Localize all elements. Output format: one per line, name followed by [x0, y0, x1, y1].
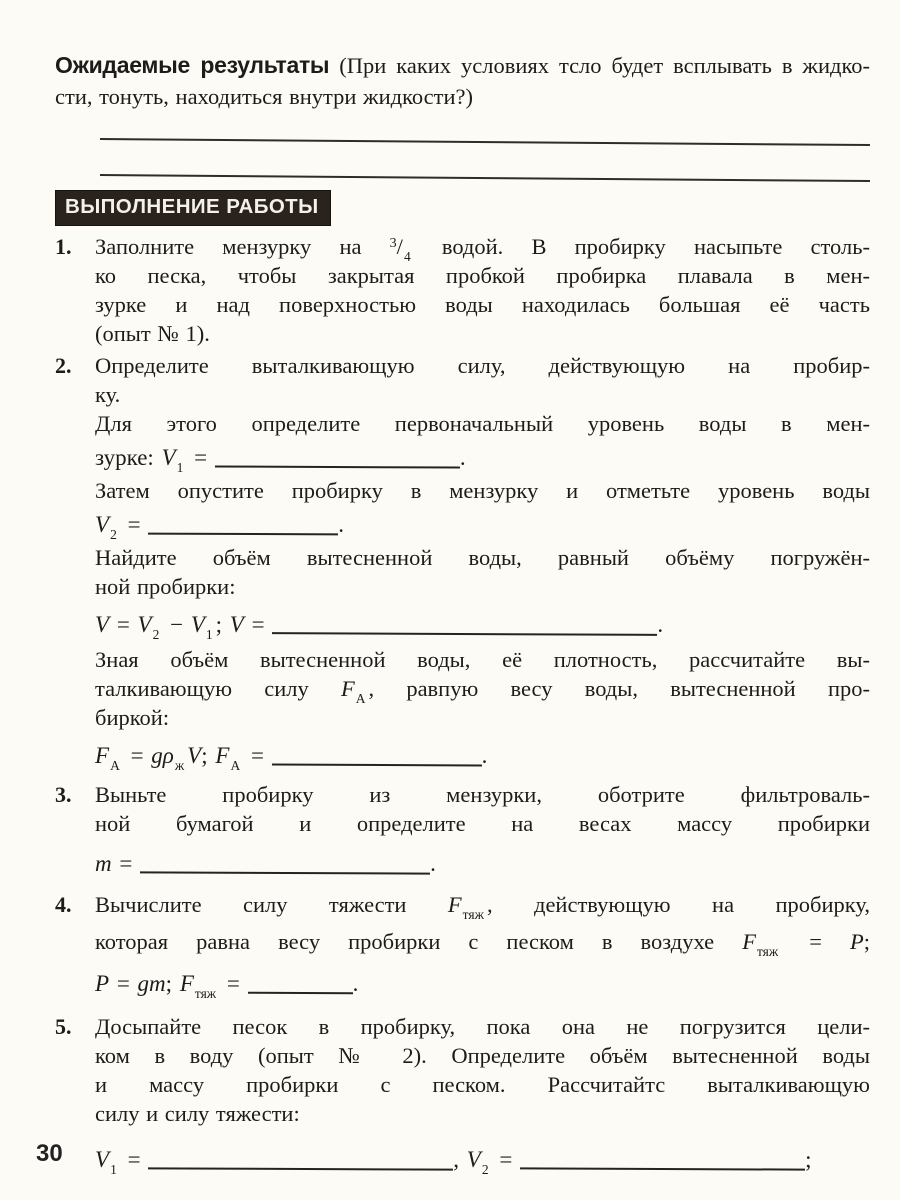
item2-line3: Для этого определите первоначальный уровень воды в мен-	[95, 411, 870, 436]
answer-blank	[272, 618, 657, 636]
var-F: F	[95, 743, 110, 768]
item2-line5: Найдите объём вытесненной воды, равный объёму погружён-	[95, 545, 870, 570]
formula-v1-v2: $V_1$ = , $V_2$ = ;	[95, 1147, 812, 1177]
item5-line3: и массу пробирки с песком. Рассчитайтс выталкивающую	[95, 1072, 870, 1097]
var-F: F	[179, 971, 194, 996]
answer-blank	[148, 1153, 453, 1170]
task-item-5	[55, 1012, 870, 1178]
formula-archimedes-force: $F_А = g\rho_ж$ V; $F_А$ = .	[95, 743, 488, 773]
var-P: P	[95, 971, 110, 996]
page-number: 30	[36, 1140, 63, 1167]
item2-line9: биркой:	[95, 705, 170, 730]
section-header-work-execution: ВЫПОЛНЕНИЕ РАБОТЫ	[55, 190, 331, 226]
formula-mass: m = .	[95, 851, 436, 876]
item2-line8: талкивающую силу $F_А$ , равпую весу воды, вытесненной про-	[95, 676, 870, 706]
fraction-numerator: 3	[389, 236, 397, 251]
item2-line6: ной пробирки:	[95, 574, 236, 599]
expected-results-heading-line2: сти, тонуть, находиться внутри жидкости?)	[55, 84, 474, 109]
minus-sign: −	[162, 612, 191, 637]
var-P: P	[849, 929, 864, 954]
task-item-2	[55, 351, 870, 776]
var-V: V	[229, 612, 244, 637]
answer-blank	[272, 750, 482, 767]
item3-line2: ной бумагой и определите на весах массу пробирки	[95, 811, 870, 836]
var-gm: gm	[137, 971, 166, 996]
expected-results-question-part1: (При каких условиях тсло будет всплывать в жидко-	[329, 53, 870, 78]
task-item-4	[55, 890, 870, 1004]
item2-line7: Зная объём вытесненной воды, её плотность, рассчитайте вы-	[95, 647, 870, 672]
item1-line3: зурке и над поверхностью воды находилась большая её часть	[95, 292, 870, 317]
var-F: F	[215, 743, 230, 768]
var-V: V	[466, 1147, 481, 1172]
formula-v2: $V_2$ = .	[95, 512, 345, 542]
var-m: m	[95, 851, 112, 876]
item1-line4: (опыт № 1).	[95, 321, 210, 346]
item2-line2: ку.	[95, 382, 121, 407]
item4-line1: Вычислите силу тяжести $F_{тяж}$ , действующую на пробирку,	[95, 892, 871, 922]
item5-line4: силу и силу тяжести:	[95, 1101, 300, 1126]
answer-line	[100, 174, 870, 182]
item5-line2: ком в воду (опыт № 2). Определите объём вытесненной воды	[95, 1043, 870, 1068]
var-V: V	[187, 743, 202, 768]
var-V: V	[95, 1147, 110, 1172]
item2-line1: Определите выталкивающую силу, действующую на пробир-	[95, 353, 870, 378]
formula-weight: P = gm; $F_{тяж}$ = .	[95, 971, 359, 1001]
var-F: F	[447, 892, 462, 917]
fraction-slash: /	[396, 234, 403, 259]
answer-line	[100, 138, 870, 146]
expected-results-title: Ожидаемые результаты	[55, 52, 330, 78]
item1-line1: Заполните мензурку на $^3/_4$ водой. В пробирку насыпьте столь-	[95, 234, 870, 264]
answer-blank	[248, 978, 353, 994]
item4-line2: которая равна весу пробирки с песком в воздухе $F_{тяж} = P$;	[95, 929, 870, 959]
item-number: 2.	[55, 353, 72, 378]
item-number: 1.	[55, 234, 72, 259]
var-rho: ρ	[162, 743, 174, 768]
var-F: F	[340, 676, 355, 701]
answer-blank	[148, 519, 338, 536]
var-F: F	[742, 929, 756, 954]
var-V: V	[95, 512, 110, 537]
task-item-1	[55, 232, 870, 348]
var-V: V	[95, 612, 110, 637]
item-number: 4.	[55, 892, 72, 917]
var-V: V	[190, 612, 205, 637]
var-g: g	[151, 743, 163, 768]
task-item-3	[55, 780, 870, 884]
item3-line1: Выньте пробирку из мензурки, оботрите фильтроваль-	[95, 782, 870, 807]
formula-v1: зурке: $V_1$ = .	[95, 445, 466, 475]
expected-results-heading-line1	[55, 50, 870, 81]
var-V: V	[137, 612, 152, 637]
fraction-denominator: 4	[403, 249, 411, 264]
var-V: V	[161, 445, 176, 470]
item5-line1: Досыпайте песок в пробирку, пока она не погрузится цели-	[95, 1014, 870, 1039]
answer-blank	[520, 1153, 805, 1170]
item1-line2: ко песка, чтобы закрытая пробкой пробирка плавала в мен-	[95, 263, 870, 288]
answer-blank	[140, 857, 430, 874]
answer-blank	[215, 451, 460, 468]
formula-volume-difference: $V = V_2 - V_1$ ; V = .	[95, 612, 664, 642]
item-number: 5.	[55, 1014, 72, 1039]
item-number: 3.	[55, 782, 72, 807]
item2-line4: Затем опустите пробирку в мензурку и отметьте уровень воды	[95, 478, 870, 503]
